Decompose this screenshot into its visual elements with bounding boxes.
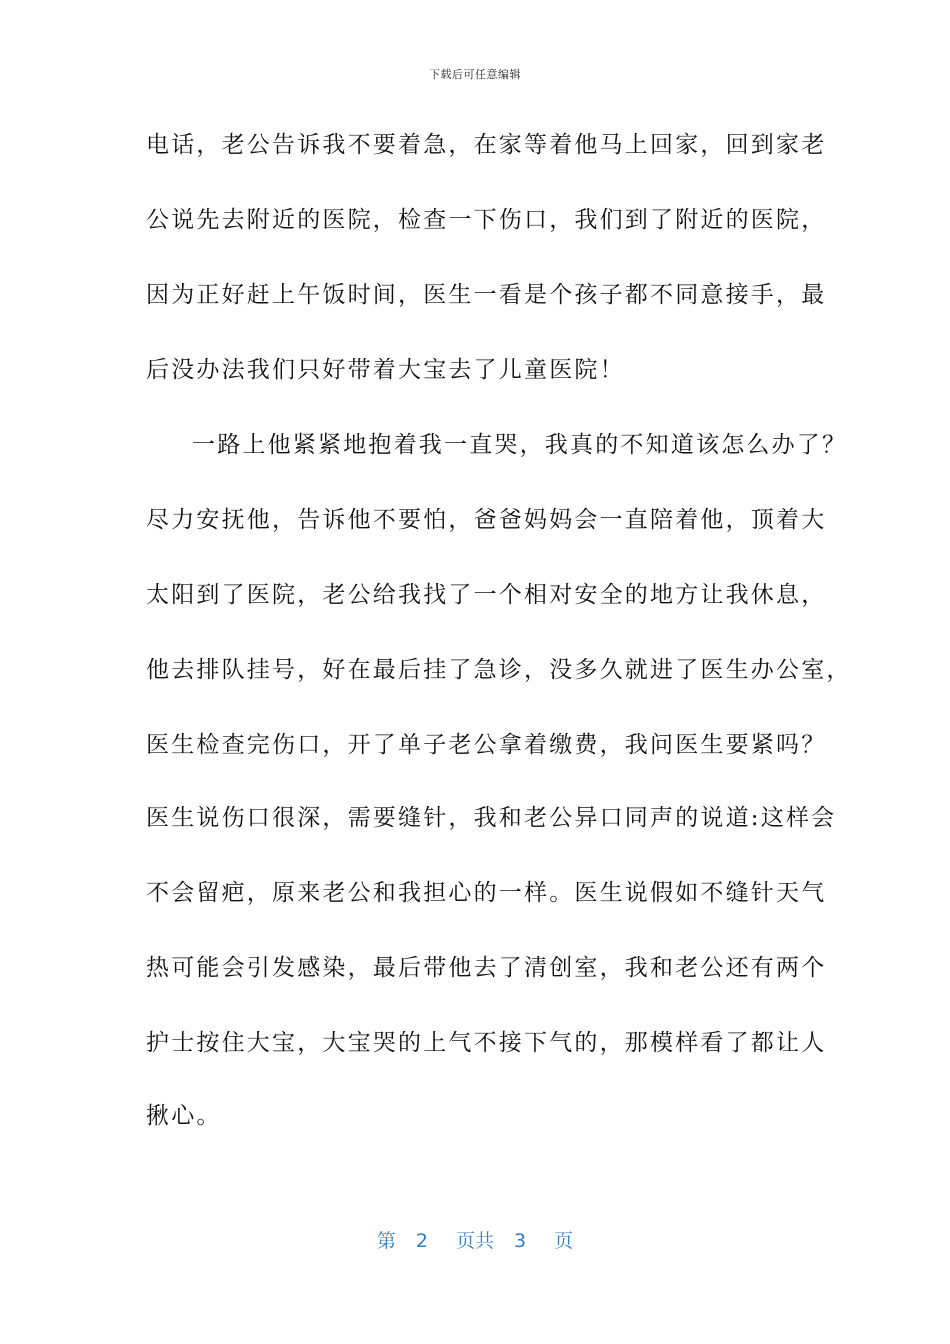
- text-line: 不会留疤，原来老公和我担心的一样。医生说假如不缝针天气: [146, 880, 827, 906]
- text-line: 因为正好赶上午饭时间，医生一看是个孩子都不同意接手，最: [146, 282, 827, 308]
- total-pages-number: 3: [514, 1230, 527, 1252]
- page-footer: [0, 1226, 950, 1253]
- text-line: 电话，老公告诉我不要着急，在家等着他马上回家，回到家老: [146, 132, 827, 158]
- page-header: 下载后可任意编辑: [429, 68, 521, 81]
- text-line: 他去排队挂号，好在最后挂了急诊，没多久就进了医生办公室，: [146, 657, 852, 683]
- footer-label-total: 页共: [455, 1230, 494, 1252]
- text-line: 热可能会引发感染，最后带他去了清创室，我和老公还有两个: [146, 955, 827, 981]
- text-line-indented: 一路上他紧紧地抱着我一直哭，我真的不知道该怎么办了？: [192, 432, 848, 458]
- text-line: 太阳到了医院，老公给我找了一个相对安全的地方让我休息，: [146, 582, 827, 608]
- text-line: 揪心。: [146, 1103, 222, 1129]
- text-line: 医生检查完伤口，开了单子老公拿着缴费，我问医生要紧吗？: [146, 732, 827, 758]
- text-line: 医生说伤口很深，需要缝针，我和老公异口同声的说道:这样会: [146, 805, 837, 831]
- current-page-number: 2: [415, 1230, 428, 1252]
- text-line: 护士按住大宝，大宝哭的上气不接下气的，那模样看了都让人: [146, 1030, 827, 1056]
- footer-label-page: 第: [376, 1230, 396, 1252]
- footer-label-end: 页: [554, 1230, 574, 1252]
- text-line: 尽力安抚他，告诉他不要怕，爸爸妈妈会一直陪着他，顶着大: [146, 507, 827, 533]
- text-line: 公说先去附近的医院，检查一下伤口，我们到了附近的医院，: [146, 207, 827, 233]
- text-line: 后没办法我们只好带着大宝去了儿童医院！: [146, 357, 625, 383]
